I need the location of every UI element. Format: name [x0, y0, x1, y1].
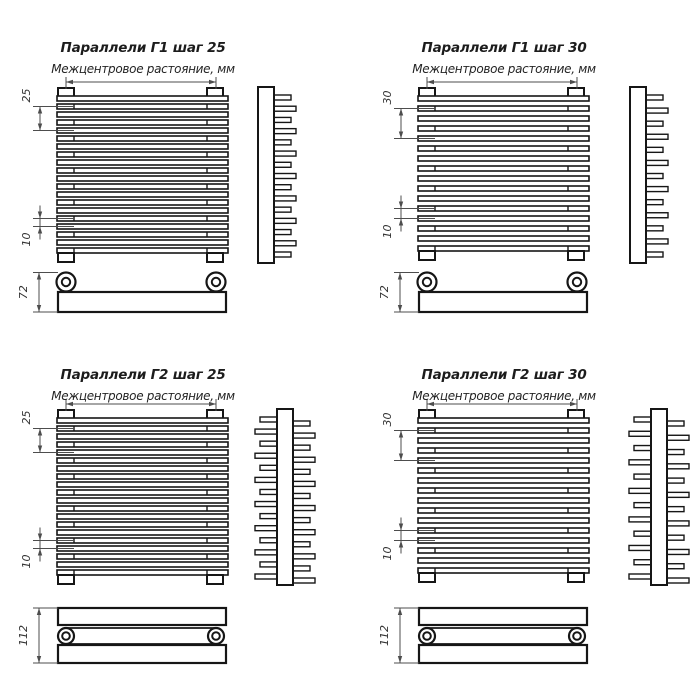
panel-title-g2-25: Параллели Г2 шаг 25: [60, 367, 226, 383]
svg-text:25: 25: [20, 410, 33, 425]
svg-text:112: 112: [378, 625, 391, 646]
panel-g1-step30: [378, 77, 668, 312]
panel-subtitle-g1-25: Межцентровое растояние, мм: [51, 62, 235, 76]
bottom-view-g2-step25: [58, 608, 226, 663]
bottom-view-g2-step30: [419, 608, 587, 663]
front-view-g2-step25: [57, 410, 228, 584]
panel-subtitle-g1-30: Межцентровое растояние, мм: [412, 62, 596, 76]
svg-text:30: 30: [381, 412, 394, 427]
front-view-g1-step30: [418, 88, 589, 260]
bottom-view-g1-step30: [418, 273, 588, 313]
svg-text:30: 30: [381, 90, 394, 105]
bottom-view-g1-step25: [57, 273, 227, 313]
panel-subtitle-g2-25: Межцентровое растояние, мм: [51, 389, 235, 403]
panel-g2-step30: [378, 399, 689, 663]
svg-text:72: 72: [378, 285, 391, 300]
panel-g2-step25: [17, 399, 315, 663]
side-view-g2-step30: [629, 409, 689, 585]
front-view-g2-step30: [418, 410, 589, 582]
svg-text:25: 25: [20, 88, 33, 103]
dimensions-g1-step30: [378, 77, 577, 312]
front-view-g1-step25: [57, 88, 228, 262]
panel-title-g1-25: Параллели Г1 шаг 25: [60, 40, 226, 56]
panel-title-g1-30: Параллели Г1 шаг 30: [421, 40, 587, 56]
panel-g1-step25: [17, 77, 296, 312]
side-view-g2-step25: [255, 409, 315, 585]
svg-text:10: 10: [20, 554, 33, 569]
svg-text:10: 10: [381, 224, 394, 239]
side-view-g1-step25: [258, 87, 296, 263]
svg-text:10: 10: [381, 546, 394, 561]
panel-title-g2-30: Параллели Г2 шаг 30: [421, 367, 587, 383]
svg-text:112: 112: [17, 625, 30, 646]
svg-text:10: 10: [20, 232, 33, 247]
panel-subtitle-g2-30: Межцентровое растояние, мм: [412, 389, 596, 403]
side-view-g1-step30: [630, 87, 668, 263]
svg-text:72: 72: [17, 285, 30, 300]
